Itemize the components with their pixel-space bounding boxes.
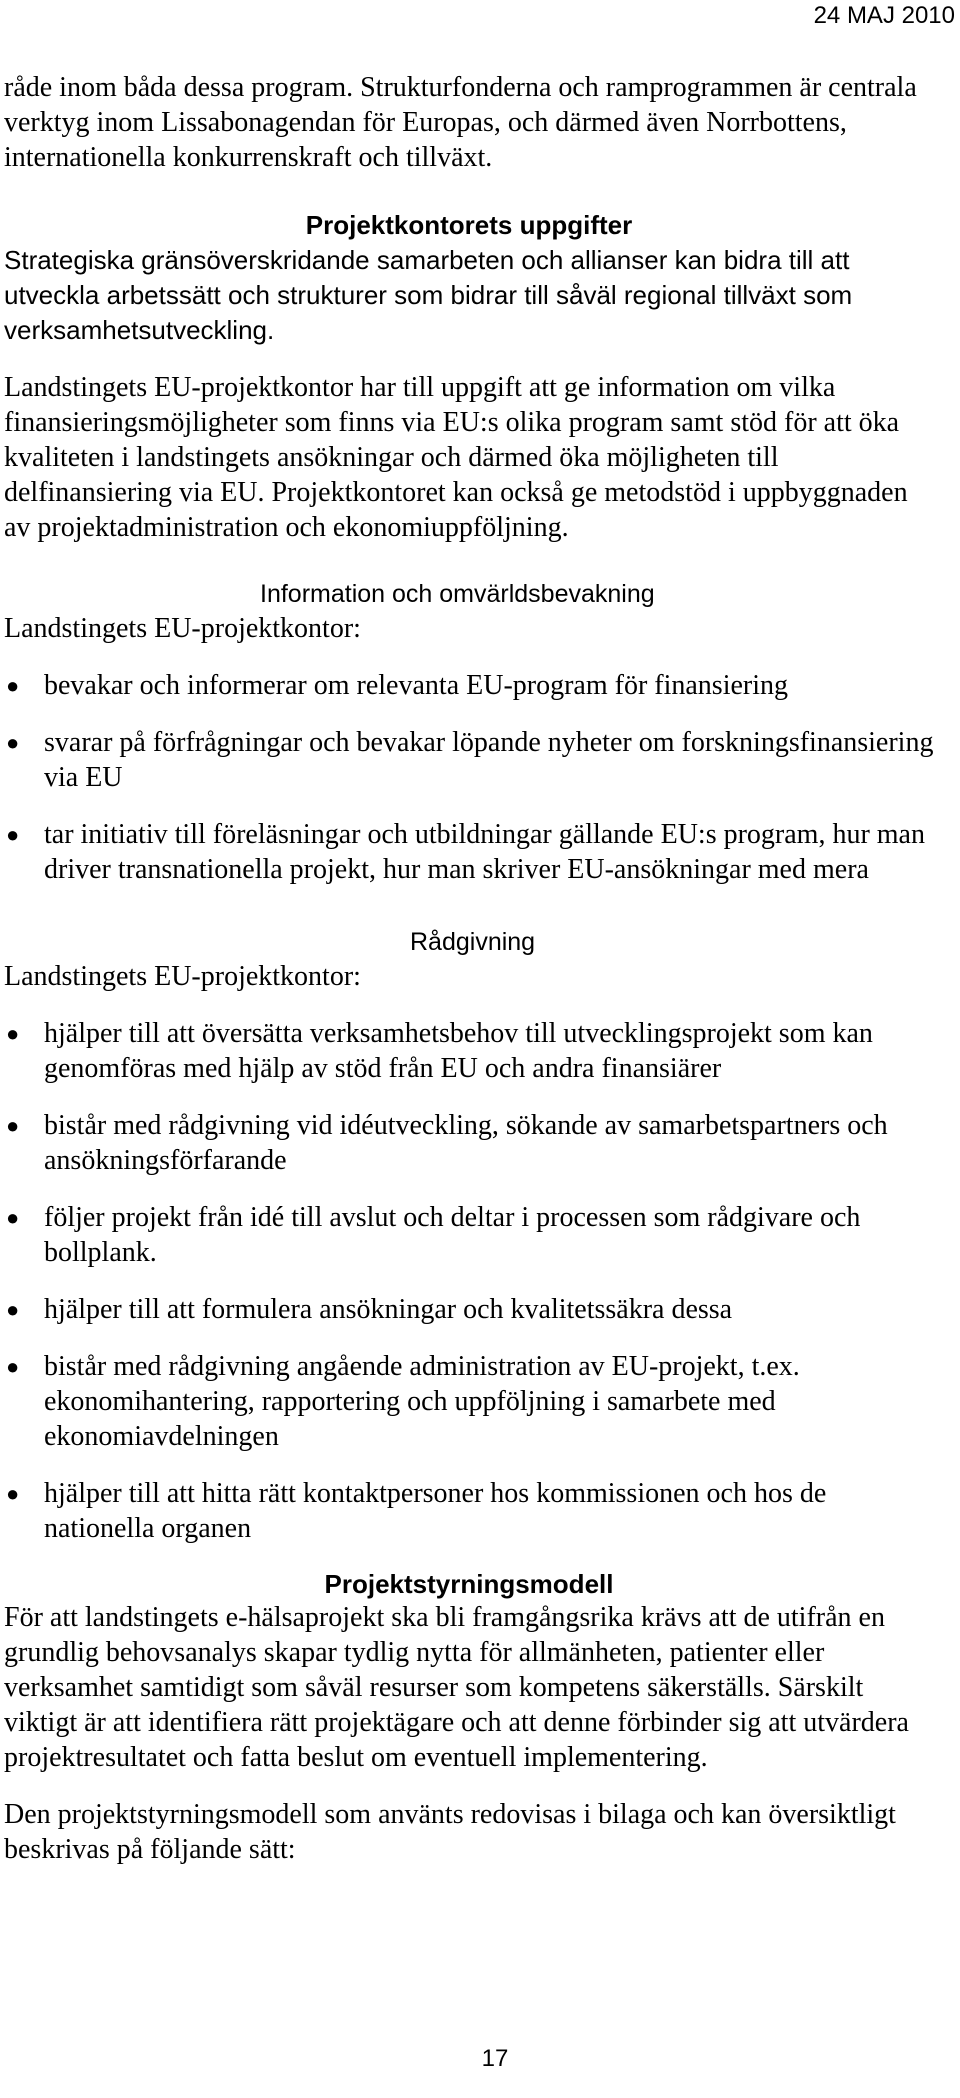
list-item: ● hjälper till att formulera ansökningar och kvalitetssäkra dessa (6, 1294, 733, 1325)
list-item: ● hjälper till att översätta verksamhetsbehov till utvecklingsprojekt som kan genomföras med hjälp av stöd från EU och andra finansiärer (6, 1018, 873, 1084)
paragraph-strategiska: Strategiska gränsöverskridande samarbeten och allianser kan bidra till att utveckla arbetssätt och strukturer som bidrar till såväl regional tillväxt som verksamhetsutveckling. (4, 245, 853, 345)
bullet-icon: ● (6, 730, 20, 755)
bullet-icon: ● (6, 1205, 20, 1230)
list-item: ● tar initiativ till föreläsningar och utbildningar gällande EU:s program, hur man driver transnationella projekt, hur man skriver EU-ansökningar med mera (6, 819, 925, 885)
list-item: ● bevakar och informerar om relevanta EU-program för finansiering (6, 670, 789, 701)
list-item: ● bistår med rådgivning vid idéutveckling, sökande av samarbetspartners och ansökningsförfarande (6, 1110, 888, 1176)
page-content (4, 70, 934, 1867)
paragraph-landstingets-projektkontor: Landstingets EU-projektkontor har till uppgift att ge information om vilka finansieringsmöjligheter som finns via EU:s olika program samt stöd för att öka kvaliteten i landstingets ansökningar och därmed öka möjligheten till delfinansiering via EU. Projektkontoret kan också ge metodstöd i uppbyggnaden av projektadministration och ekonomiuppföljning. (4, 372, 908, 543)
bullet-icon: ● (6, 1297, 20, 1322)
subheading-information: Information och omvärldsbevakning (260, 580, 655, 608)
intro-paragraph: råde inom båda dessa program. Strukturfonderna och ramprogrammen är centrala verktyg inom Lissabonagendan för Europas, och därmed även Norrbottens, internationella konkurrenskraft och tillväxt. (4, 72, 917, 173)
list-item: ● hjälper till att hitta rätt kontaktpersoner hos kommissionen och hos de nationella organen (6, 1478, 827, 1544)
bullet-icon: ● (6, 822, 20, 847)
bullet-icon: ● (6, 1354, 20, 1379)
list-item: ● bistår med rådgivning angående administration av EU-projekt, t.ex. ekonomihantering, rapportering och uppföljning i samarbete med ekonomiavdelningen (6, 1351, 800, 1452)
list-item: ● följer projekt från idé till avslut och deltar i processen som rådgivare och bollplank. (6, 1202, 861, 1268)
bullet-icon: ● (6, 1481, 20, 1506)
lead-radgivning: Landstingets EU-projektkontor: (4, 961, 361, 992)
list-item: ● svarar på förfrågningar och bevakar löpande nyheter om forskningsfinansiering via EU (6, 727, 934, 793)
page-number: 17 (481, 2045, 509, 2072)
paragraph-projektstyrningsmodell: Den projektstyrningsmodell som använts redovisas i bilaga och kan översiktligt beskrivas på följande sätt: (4, 1799, 896, 1865)
paragraph-e-halsaprojekt: För att landstingets e-hälsaprojekt ska bli framgångsrika krävs att de utifrån en grundlig behovsanalys skapar tydlig nytta för allmänheten, patienter eller verksamhet samtidigt som såväl resurser som kompetens säkerställs. Särskilt viktigt är att identifiera rätt projektägare och att denne förbinder sig att utvärdera projektresultatet och fatta beslut om eventuell implementering. (4, 1602, 909, 1773)
bullet-icon: ● (6, 673, 20, 698)
bullet-icon: ● (6, 1021, 20, 1046)
section-heading-projektkontorets-uppgifter: Projektkontorets uppgifter (305, 210, 633, 240)
advice-list (4, 1016, 934, 1546)
information-list (4, 668, 934, 887)
section-heading-projektstyrningsmodell: Projektstyrningsmodell (324, 1569, 614, 1599)
subheading-radgivning: Rådgivning (410, 928, 536, 956)
lead-information: Landstingets EU-projektkontor: (4, 613, 361, 644)
header-date: 24 MAJ 2010 (813, 2, 955, 29)
bullet-icon: ● (6, 1113, 20, 1138)
